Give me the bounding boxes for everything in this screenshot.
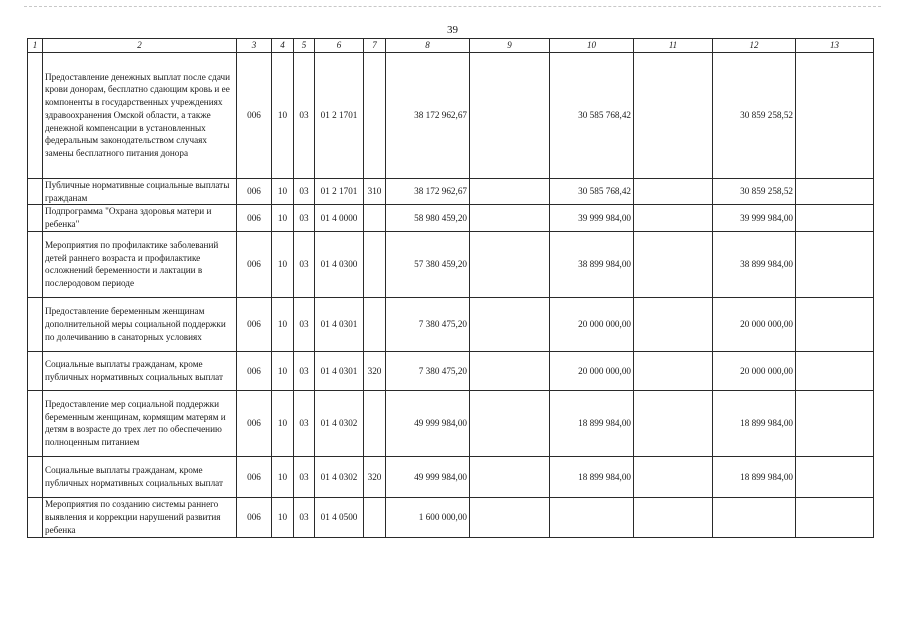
amount-col10-cell [550, 497, 634, 537]
section-code-cell: 10 [272, 390, 294, 456]
amount-col9-cell [470, 497, 550, 537]
expense-type-cell [364, 205, 386, 232]
item-name-cell: Социальные выплаты гражданам, кроме публичных нормативных социальных выплат [43, 456, 237, 497]
column-number: 5 [294, 39, 315, 53]
amount-col9-cell [470, 205, 550, 232]
amount-col11-cell [634, 52, 713, 178]
amount-col10-cell: 20 000 000,00 [550, 297, 634, 351]
column-number: 8 [386, 39, 470, 53]
amount-col12-cell [713, 497, 796, 537]
table-row [28, 390, 874, 456]
amount-col10-cell: 18 899 984,00 [550, 456, 634, 497]
ministry-code-cell: 006 [237, 205, 272, 232]
section-code-cell: 10 [272, 205, 294, 232]
amount-col12-cell: 30 859 258,52 [713, 52, 796, 178]
amount-col12-cell: 20 000 000,00 [713, 351, 796, 390]
expense-type-cell: 320 [364, 456, 386, 497]
target-article-cell: 01 4 0000 [315, 205, 364, 232]
amount-col8-cell: 38 172 962,67 [386, 52, 470, 178]
amount-col12-cell: 20 000 000,00 [713, 297, 796, 351]
target-article-cell: 01 4 0301 [315, 351, 364, 390]
column-number: 12 [713, 39, 796, 53]
ministry-code-cell: 006 [237, 351, 272, 390]
amount-col13-cell [796, 52, 874, 178]
target-article-cell: 01 2 1701 [315, 178, 364, 205]
expense-type-cell [364, 497, 386, 537]
column-number: 9 [470, 39, 550, 53]
row-number-cell [28, 351, 43, 390]
table-row [28, 52, 874, 178]
column-number: 2 [43, 39, 237, 53]
target-article-cell: 01 4 0301 [315, 297, 364, 351]
amount-col13-cell [796, 178, 874, 205]
row-number-cell [28, 497, 43, 537]
section-code-cell: 10 [272, 456, 294, 497]
expense-type-cell [364, 231, 386, 297]
table-row [28, 231, 874, 297]
table-row [28, 205, 874, 232]
row-number-cell [28, 390, 43, 456]
amount-col13-cell [796, 497, 874, 537]
expense-type-cell: 310 [364, 178, 386, 205]
amount-col12-cell: 30 859 258,52 [713, 178, 796, 205]
column-number: 11 [634, 39, 713, 53]
amount-col8-cell: 38 172 962,67 [386, 178, 470, 205]
row-number-cell [28, 231, 43, 297]
column-number: 7 [364, 39, 386, 53]
amount-col13-cell [796, 456, 874, 497]
budget-table [27, 38, 874, 538]
column-number: 10 [550, 39, 634, 53]
section-code-cell: 10 [272, 231, 294, 297]
amount-col8-cell: 49 999 984,00 [386, 390, 470, 456]
amount-col13-cell [796, 390, 874, 456]
amount-col11-cell [634, 351, 713, 390]
item-name-cell: Публичные нормативные социальные выплаты гражданам [43, 178, 237, 205]
amount-col11-cell [634, 205, 713, 232]
ministry-code-cell: 006 [237, 297, 272, 351]
ministry-code-cell: 006 [237, 178, 272, 205]
table-row [28, 456, 874, 497]
subsection-code-cell: 03 [294, 205, 315, 232]
amount-col11-cell [634, 390, 713, 456]
amount-col10-cell: 20 000 000,00 [550, 351, 634, 390]
table-row [28, 351, 874, 390]
amount-col8-cell: 7 380 475,20 [386, 297, 470, 351]
amount-col8-cell: 7 380 475,20 [386, 351, 470, 390]
item-name-cell: Мероприятия по созданию системы раннего выявления и коррекции нарушений развития ребенка [43, 497, 237, 537]
column-number: 4 [272, 39, 294, 53]
amount-col9-cell [470, 231, 550, 297]
subsection-code-cell: 03 [294, 178, 315, 205]
amount-col11-cell [634, 231, 713, 297]
item-name-cell: Мероприятия по профилактике заболеваний детей раннего возраста и профилактике осложнений беременности и лактации в послеродовом периоде [43, 231, 237, 297]
amount-col9-cell [470, 456, 550, 497]
row-number-cell [28, 297, 43, 351]
ministry-code-cell: 006 [237, 390, 272, 456]
amount-col10-cell: 38 899 984,00 [550, 231, 634, 297]
row-number-cell [28, 52, 43, 178]
target-article-cell: 01 4 0302 [315, 390, 364, 456]
column-number-row [28, 39, 874, 53]
item-name-cell: Социальные выплаты гражданам, кроме публичных нормативных социальных выплат [43, 351, 237, 390]
expense-type-cell: 320 [364, 351, 386, 390]
top-rule [24, 6, 881, 7]
amount-col9-cell [470, 52, 550, 178]
column-number: 1 [28, 39, 43, 53]
column-number: 3 [237, 39, 272, 53]
subsection-code-cell: 03 [294, 351, 315, 390]
amount-col9-cell [470, 297, 550, 351]
ministry-code-cell: 006 [237, 52, 272, 178]
ministry-code-cell: 006 [237, 231, 272, 297]
table-row [28, 497, 874, 537]
ministry-code-cell: 006 [237, 456, 272, 497]
target-article-cell: 01 4 0302 [315, 456, 364, 497]
target-article-cell: 01 4 0500 [315, 497, 364, 537]
amount-col8-cell: 1 600 000,00 [386, 497, 470, 537]
amount-col12-cell: 38 899 984,00 [713, 231, 796, 297]
amount-col13-cell [796, 351, 874, 390]
column-number: 13 [796, 39, 874, 53]
subsection-code-cell: 03 [294, 231, 315, 297]
amount-col13-cell [796, 297, 874, 351]
amount-col11-cell [634, 297, 713, 351]
item-name-cell: Предоставление мер социальной поддержки беременным женщинам, кормящим матерям и детям в возрасте до трех лет по обеспечению полноценным питанием [43, 390, 237, 456]
row-number-cell [28, 178, 43, 205]
amount-col11-cell [634, 497, 713, 537]
table-row [28, 297, 874, 351]
section-code-cell: 10 [272, 178, 294, 205]
amount-col11-cell [634, 456, 713, 497]
column-number: 6 [315, 39, 364, 53]
amount-col12-cell: 18 899 984,00 [713, 390, 796, 456]
target-article-cell: 01 2 1701 [315, 52, 364, 178]
ministry-code-cell: 006 [237, 497, 272, 537]
amount-col9-cell [470, 390, 550, 456]
section-code-cell: 10 [272, 297, 294, 351]
amount-col13-cell [796, 231, 874, 297]
row-number-cell [28, 456, 43, 497]
amount-col10-cell: 30 585 768,42 [550, 178, 634, 205]
expense-type-cell [364, 52, 386, 178]
amount-col11-cell [634, 178, 713, 205]
page-number: 39 [447, 24, 458, 36]
subsection-code-cell: 03 [294, 297, 315, 351]
amount-col8-cell: 49 999 984,00 [386, 456, 470, 497]
amount-col12-cell: 18 899 984,00 [713, 456, 796, 497]
amount-col10-cell: 30 585 768,42 [550, 52, 634, 178]
table-row [28, 178, 874, 205]
subsection-code-cell: 03 [294, 456, 315, 497]
amount-col13-cell [796, 205, 874, 232]
amount-col9-cell [470, 351, 550, 390]
section-code-cell: 10 [272, 351, 294, 390]
amount-col12-cell: 39 999 984,00 [713, 205, 796, 232]
amount-col9-cell [470, 178, 550, 205]
target-article-cell: 01 4 0300 [315, 231, 364, 297]
expense-type-cell [364, 390, 386, 456]
subsection-code-cell: 03 [294, 390, 315, 456]
amount-col8-cell: 57 380 459,20 [386, 231, 470, 297]
amount-col10-cell: 39 999 984,00 [550, 205, 634, 232]
subsection-code-cell: 03 [294, 52, 315, 178]
row-number-cell [28, 205, 43, 232]
item-name-cell: Предоставление денежных выплат после сдачи крови донорам, бесплатно сдающим кровь и ее компоненты в государственных учреждениях здравоохранения Омской области, а также денежной компенсации в установленных федеральным законодательством случаях замены бесплатного питания донора [43, 52, 237, 178]
subsection-code-cell: 03 [294, 497, 315, 537]
expense-type-cell [364, 297, 386, 351]
section-code-cell: 10 [272, 497, 294, 537]
section-code-cell: 10 [272, 52, 294, 178]
amount-col8-cell: 58 980 459,20 [386, 205, 470, 232]
item-name-cell: Предоставление беременным женщинам дополнительной меры социальной поддержки по долечиванию в санаторных условиях [43, 297, 237, 351]
amount-col10-cell: 18 899 984,00 [550, 390, 634, 456]
item-name-cell: Подпрограмма "Охрана здоровья матери и ребенка" [43, 205, 237, 232]
